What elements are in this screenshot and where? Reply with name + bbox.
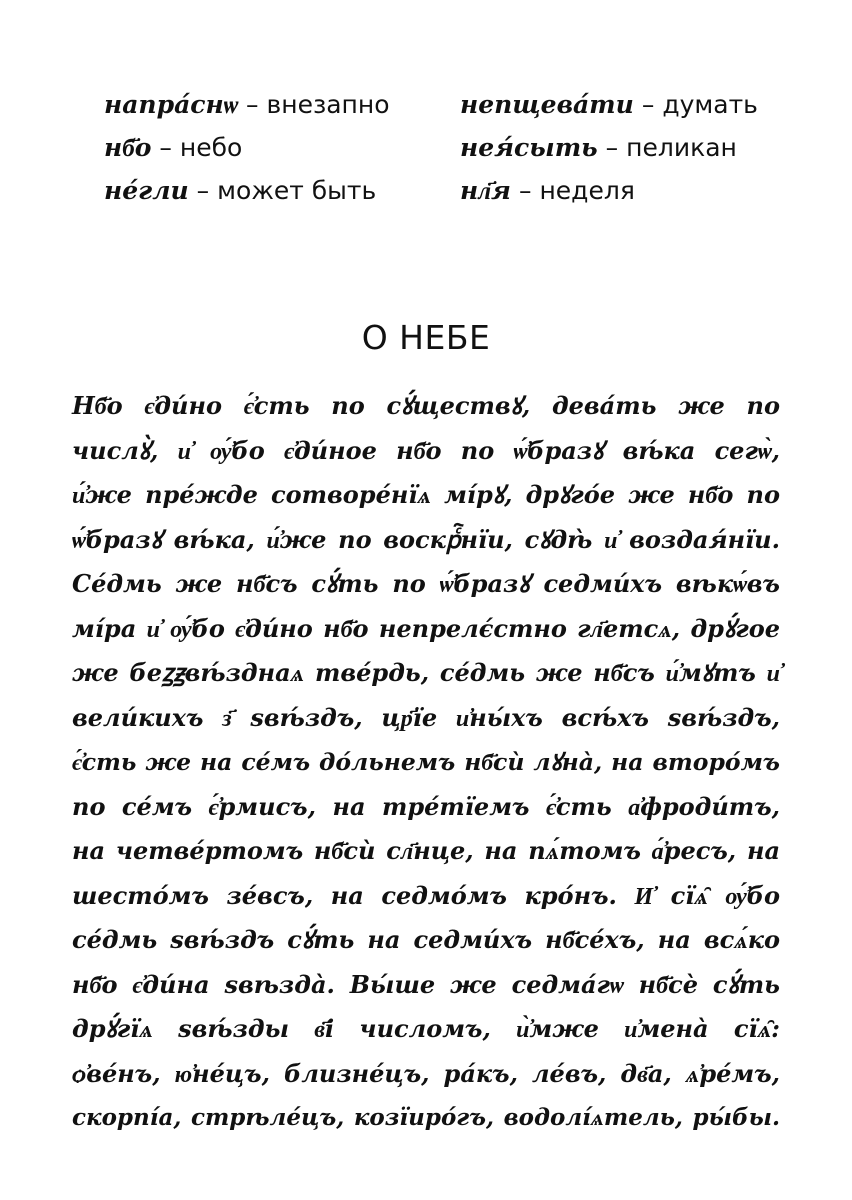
text-line: же беꙁꙃвѣ́зднаѧ тве́рдь, се́дмь же нб҃съ и҆́мꙋтъ и҆ — [72, 658, 780, 687]
text-line: шесто́мъ зе́всъ, на седмо́мъ кро́нъ. И҆ сїѧ̑ ѹ҆́бо — [72, 880, 780, 910]
glossary-term: напра́снѡ — [104, 90, 238, 119]
text-line: на четве́ртомъ нб҃сѝ сл҃нце, на пѧ́томъ а҆́ресъ, на — [72, 836, 780, 865]
glossary-meaning: пеликан — [626, 133, 737, 162]
glossary-dash: – — [641, 90, 655, 119]
glossary-term: нб҃о — [104, 133, 152, 162]
glossary-entry — [460, 129, 780, 168]
text-line: по се́мъ є҆́рмисъ, на тре́тїемъ є҆́сть а҆фроди́тъ, — [72, 791, 780, 821]
glossary-dash: – — [518, 176, 532, 205]
text-line: ѡ҆́бразꙋ вѣ́ка, и҆́же по воскрⷭ҇нїи, сꙋдѣ̀ и҆ воздая́нїи. — [72, 524, 780, 554]
text-line: и҆́же пре́жде сотворе́нїѧ мі́рꙋ, дрꙋго́е же нб҃о по — [72, 480, 780, 509]
glossary-term: нл҃я — [460, 176, 511, 205]
body-text — [72, 384, 780, 1141]
glossary-term: не́гли — [104, 176, 189, 205]
text-line: Се́дмь же нб҃съ сꙋ́ть по ѡ҆́бразꙋ седми́хъ вѣкѡ́въ — [72, 569, 780, 598]
glossary-entry — [104, 172, 460, 211]
glossary-meaning: может быть — [217, 176, 377, 205]
text-line: скорпі́а, стрѣле́цъ, козїиро́гъ, водолі́ѧтель, ры́бы. — [72, 1104, 780, 1131]
text-line: се́дмь ѕвѣ́здъ сꙋ́ть на седми́хъ нб҃се́хъ, на всѧ́ко — [72, 925, 780, 954]
text-line: нб҃о є҆ди́на ѕвѣзда̀. Вы́ше же седма́гѡ нб҃сѐ сꙋ́ть — [72, 969, 780, 999]
glossary-entry — [460, 86, 780, 125]
text-line: Нб҃о є҆ди́но є҆́сть по сꙋ́ществꙋ, дева́ть же по — [72, 391, 780, 420]
glossary-dash: – — [196, 176, 210, 205]
glossary-term: непщева́ти — [460, 90, 634, 119]
glossary-entry — [104, 129, 460, 168]
glossary-meaning: небо — [179, 133, 243, 162]
text-line: є҆́сть же на се́мъ до́льнемъ нб҃сѝ лꙋна̀, на второ́мъ — [72, 748, 780, 776]
glossary — [104, 86, 784, 211]
glossary-dash: – — [605, 133, 619, 162]
glossary-meaning: думать — [662, 90, 758, 119]
text-line: дрꙋ́гїѧ ѕвѣ́зды в҃і числомъ, и҆̀мже и҆мена̀ сїѧ̑: — [72, 1014, 780, 1043]
text-line: числꙋ̀, и҆ ѹ҆́бо є҆ди́ное нб҃о по ѡ҆́бразꙋ вѣ́ка сегѡ̀, — [72, 435, 780, 465]
glossary-entry — [460, 172, 780, 211]
glossary-term: нея́сыть — [460, 133, 598, 162]
glossary-dash: – — [245, 90, 259, 119]
glossary-meaning: неделя — [539, 176, 635, 205]
section-title: О НЕБЕ — [361, 318, 491, 357]
text-line: ѻ҆ве́нъ, ю҆не́цъ, близне́цъ, ра́къ, ле́въ, дв҃а, ѧ҆ре́мъ, — [72, 1058, 780, 1088]
glossary-meaning: внезапно — [266, 90, 390, 119]
glossary-dash: – — [159, 133, 172, 162]
text-line: вели́кихъ з҃ ѕвѣ́здъ, цр҃їе и҆ны́хъ всѣ́хъ ѕвѣ́здъ, — [72, 702, 780, 732]
glossary-entry — [104, 86, 460, 125]
text-line: мі́ра и҆ ѹ҆́бо є҆ди́но нб҃о непрелє́стно гл҃етсѧ, дрꙋ́гое — [72, 613, 780, 643]
